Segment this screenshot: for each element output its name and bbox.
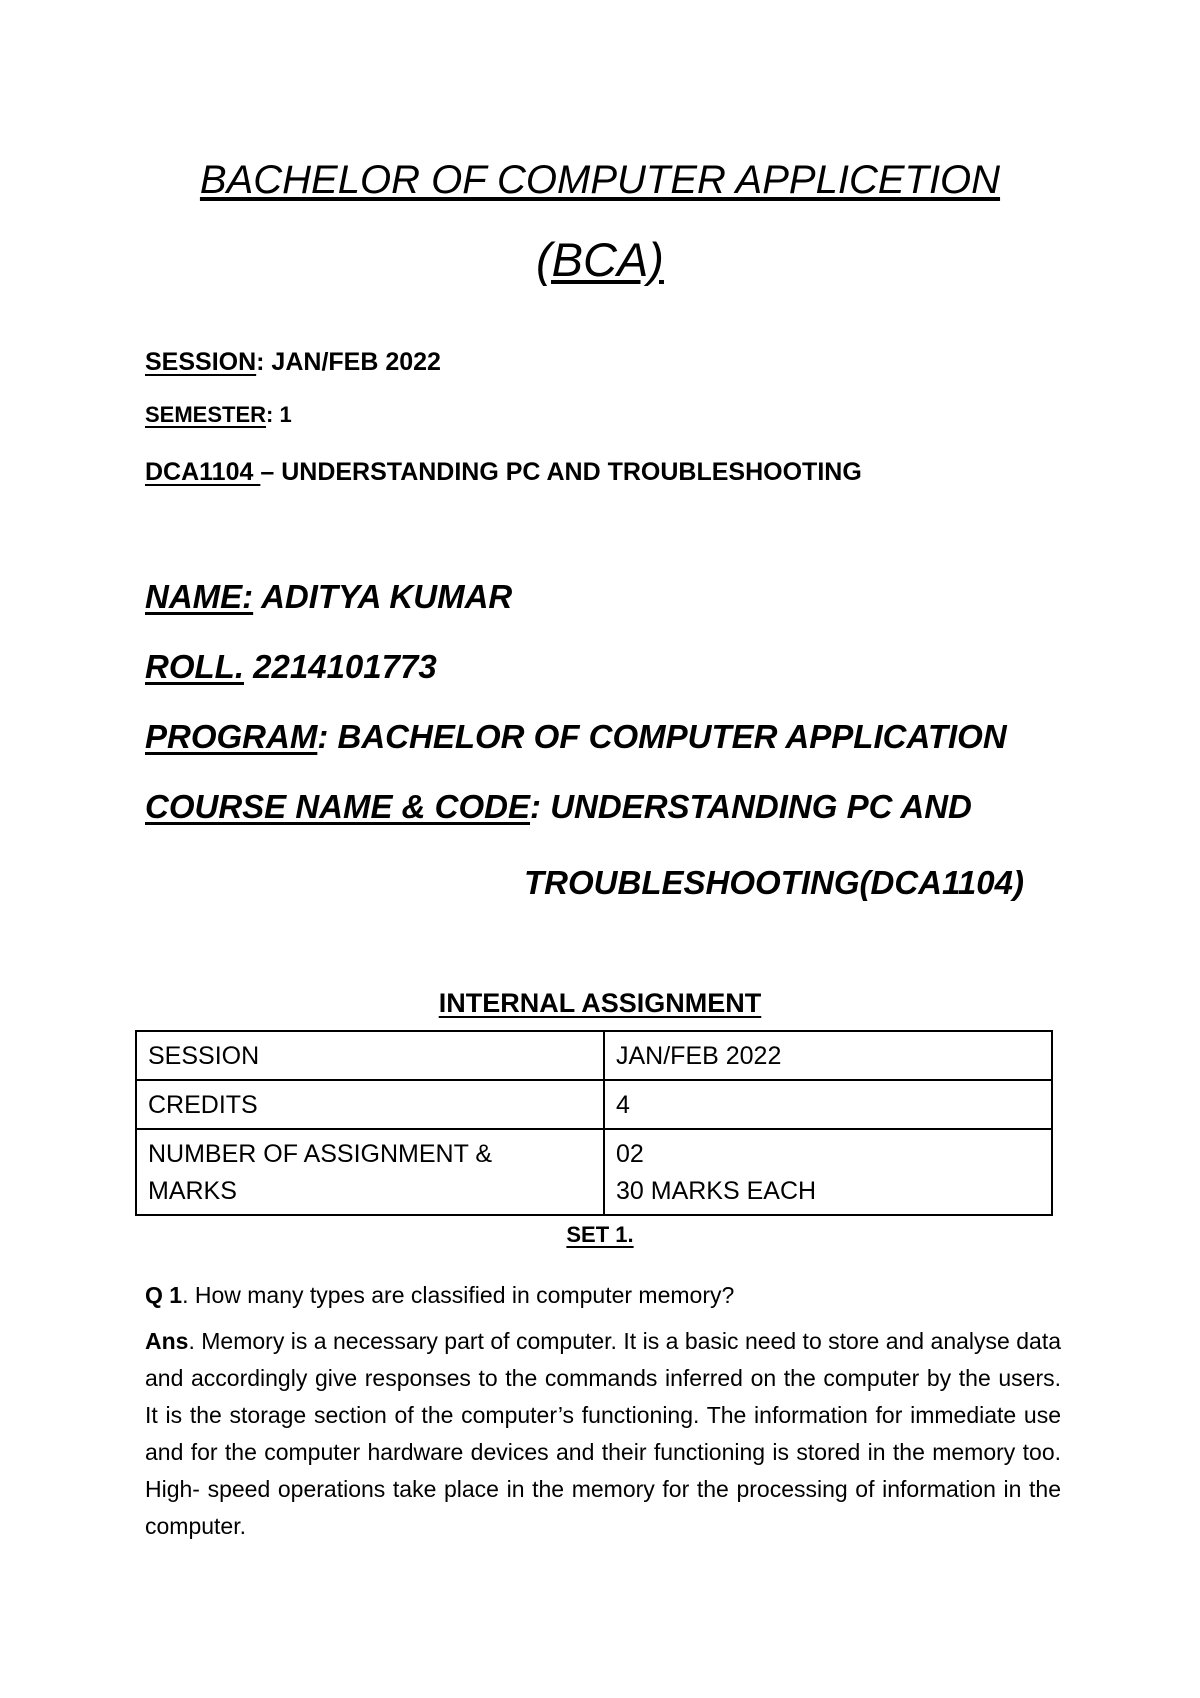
cell-line: NUMBER OF ASSIGNMENT & (148, 1140, 493, 1168)
cell-line: 02 (616, 1140, 644, 1168)
question-1 (145, 1282, 734, 1309)
semester-value: : 1 (266, 402, 292, 427)
assignment-info-table (135, 1030, 1053, 1216)
table-cell: 4 (604, 1080, 1052, 1129)
table-cell (136, 1129, 604, 1215)
table-cell: CREDITS (136, 1080, 604, 1129)
cell-line: 30 MARKS EACH (616, 1177, 817, 1205)
answer-label: Ans (145, 1328, 189, 1354)
student-name-line (145, 578, 512, 616)
program-value: : BACHELOR OF COMPUTER APPLICATION (317, 718, 1007, 755)
roll-line (145, 648, 437, 686)
table-row (136, 1080, 1052, 1129)
name-label: NAME: (145, 578, 254, 615)
question-label: Q 1 (145, 1282, 183, 1308)
table-row (136, 1031, 1052, 1080)
course-name-value: : UNDERSTANDING PC AND (530, 788, 972, 825)
course-line (145, 458, 862, 487)
session-value: : JAN/FEB 2022 (256, 348, 441, 376)
course-name-label: COURSE NAME & CODE (145, 788, 531, 825)
answer-text: . Memory is a necessary part of computer. It is a basic need to store and analyse data and accordingly give responses to the commands inferred on the computer by the users. It is the storage section of the computer’s functioning. The information for immediate use and for the computer hardware devices and their functioning is stored in the memory too. High- speed operations take place in the memory for the processing of information in the computer. (145, 1328, 1061, 1539)
question-text: . How many types are classified in computer memory? (182, 1282, 735, 1308)
semester-label: SEMESTER (145, 402, 267, 427)
course-title: – UNDERSTANDING PC AND TROUBLESHOOTING (260, 458, 862, 486)
table-row (136, 1129, 1052, 1215)
semester-line (145, 402, 292, 428)
program-label: PROGRAM (145, 718, 318, 755)
internal-assignment-heading: INTERNAL ASSIGNMENT (438, 988, 762, 1018)
table-cell: SESSION (136, 1031, 604, 1080)
table-cell (604, 1129, 1052, 1215)
roll-label: ROLL. (145, 648, 244, 685)
roll-value: 2214101773 (243, 648, 437, 685)
course-code: DCA1104 (145, 458, 261, 486)
session-line (145, 348, 441, 377)
document-title: BACHELOR OF COMPUTER APPLICETION (199, 158, 1001, 202)
name-value: ADITYA KUMAR (253, 578, 513, 615)
answer-paragraph (145, 1323, 1061, 1545)
session-label: SESSION (145, 348, 257, 376)
cell-line: MARKS (148, 1177, 237, 1205)
set-heading: SET 1. (566, 1222, 634, 1247)
course-name-line (145, 788, 972, 826)
document-subtitle: (BCA) (536, 233, 664, 286)
program-line (145, 718, 1007, 756)
table-cell: JAN/FEB 2022 (604, 1031, 1052, 1080)
course-name-continuation: TROUBLESHOOTING(DCA1104) (524, 864, 1024, 901)
